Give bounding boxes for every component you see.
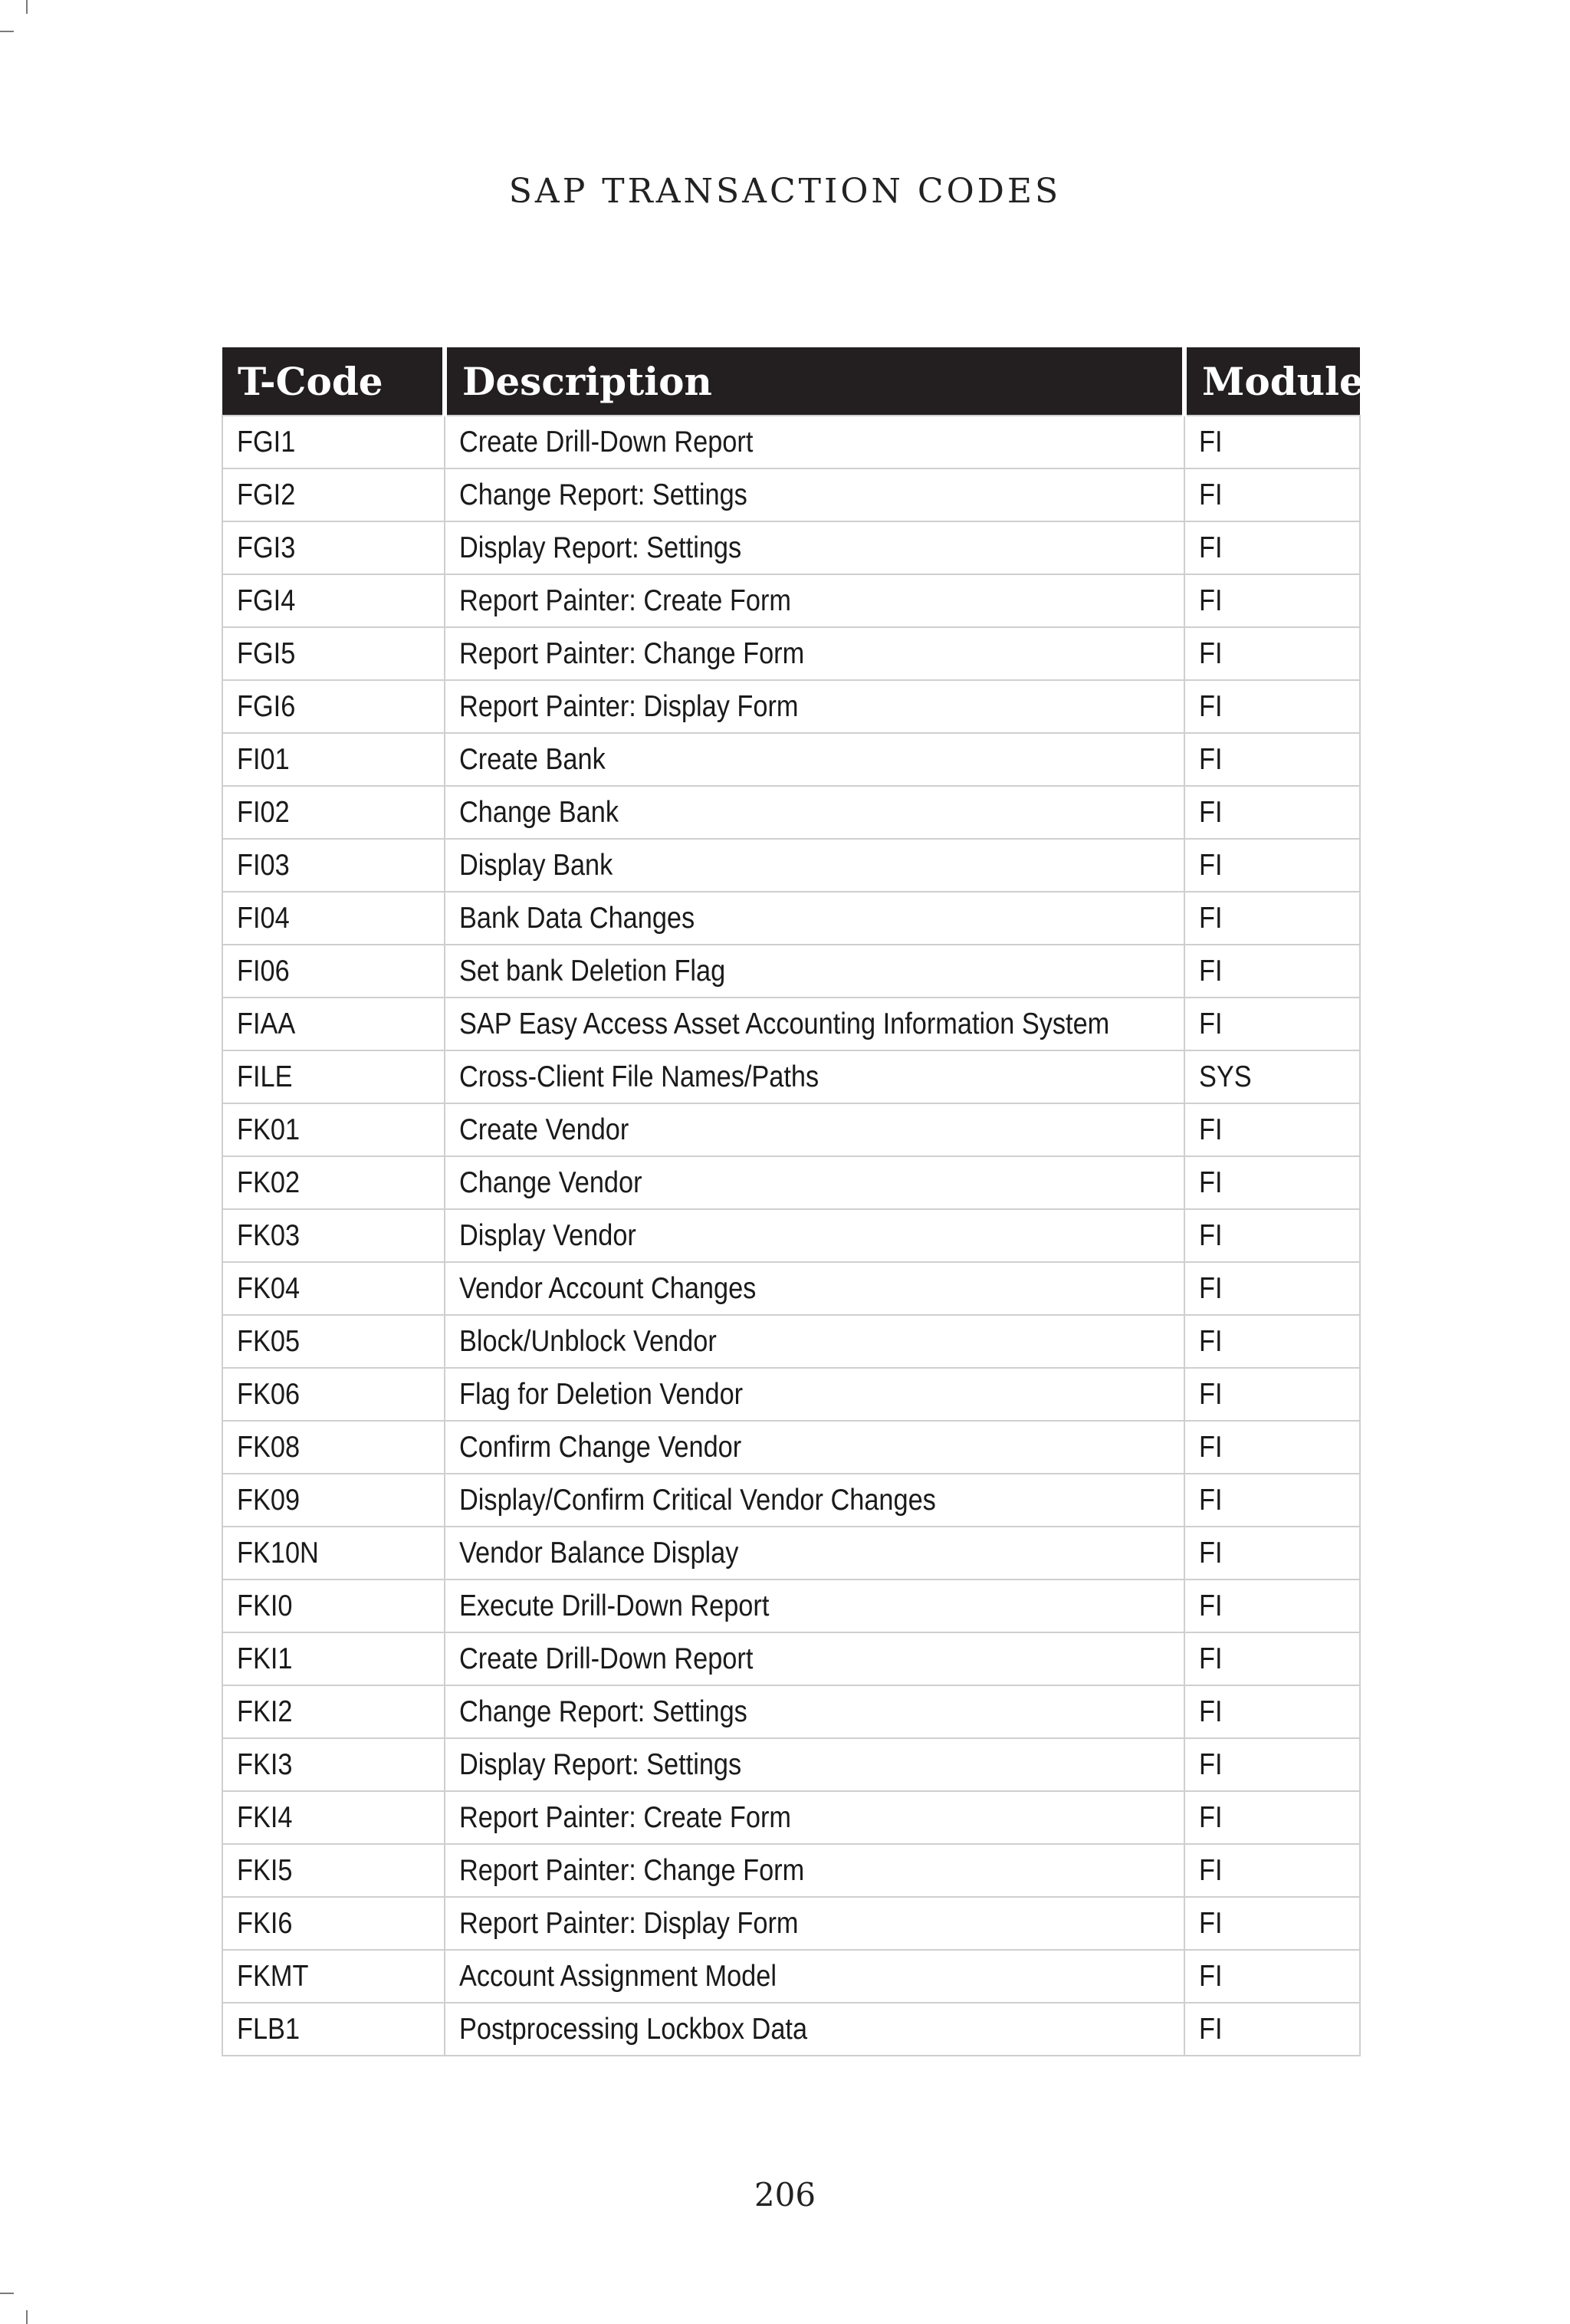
cell-description-text: Execute Drill-Down Report: [459, 1589, 770, 1622]
cell-module: [1184, 627, 1360, 680]
table-row: [222, 680, 1360, 733]
cell-description: [445, 1791, 1184, 1844]
cell-description-text: Change Report: Settings: [459, 478, 747, 511]
column-header-module: Module: [1184, 347, 1360, 416]
cell-module-text: FI: [1199, 1218, 1223, 1252]
cell-description-text: Report Painter: Change Form: [459, 636, 805, 670]
cell-module: [1184, 1262, 1360, 1315]
cell-tcode: [222, 892, 445, 945]
cell-tcode: [222, 1315, 445, 1368]
table-row: [222, 1050, 1360, 1103]
cell-tcode: [222, 1579, 445, 1632]
table-header-row: [222, 347, 1360, 416]
table-row: [222, 1897, 1360, 1950]
cell-tcode-text: FKI5: [237, 1853, 293, 1887]
crop-mark-bottom-left: [26, 2310, 28, 2324]
crop-mark-top-left-h: [0, 31, 14, 32]
cell-module: [1184, 1844, 1360, 1897]
cell-module: [1184, 1738, 1360, 1791]
cell-tcode: [222, 1738, 445, 1791]
cell-module-text: SYS: [1199, 1060, 1252, 1093]
cell-module: [1184, 1315, 1360, 1368]
cell-description-text: Display Report: Settings: [459, 1747, 742, 1781]
table-row: [222, 1791, 1360, 1844]
cell-description: [445, 521, 1184, 574]
cell-description-text: SAP Easy Access Asset Accounting Information System: [459, 1007, 1110, 1040]
cell-description: [445, 733, 1184, 786]
cell-description: [445, 1421, 1184, 1474]
table-row: [222, 1315, 1360, 1368]
column-header-tcode: T-Code: [222, 347, 445, 416]
cell-module: [1184, 1579, 1360, 1632]
cell-tcode-text: FKI2: [237, 1695, 293, 1728]
cell-tcode: [222, 786, 445, 839]
cell-description: [445, 1950, 1184, 2003]
cell-module-text: FI: [1199, 1165, 1223, 1199]
table-row: [222, 1950, 1360, 2003]
cell-tcode-text: FK03: [237, 1218, 301, 1252]
table-row: [222, 892, 1360, 945]
cell-tcode-text: FLB1: [237, 2012, 301, 2046]
cell-module-text: FI: [1199, 1747, 1223, 1781]
table-row: [222, 1844, 1360, 1897]
cell-tcode-text: FK09: [237, 1483, 301, 1517]
cell-description: [445, 1209, 1184, 1262]
cell-tcode: [222, 1262, 445, 1315]
cell-description-text: Account Assignment Model: [459, 1959, 777, 1993]
cell-description-text: Report Painter: Create Form: [459, 1800, 791, 1834]
cell-module: [1184, 2003, 1360, 2056]
cell-tcode-text: FI04: [237, 901, 290, 935]
cell-tcode-text: FKI3: [237, 1747, 293, 1781]
cell-module-text: FI: [1199, 1906, 1223, 1940]
cell-description: [445, 1685, 1184, 1738]
cell-description: [445, 786, 1184, 839]
cell-description-text: Create Bank: [459, 742, 606, 776]
cell-description: [445, 1050, 1184, 1103]
table-row: [222, 733, 1360, 786]
cell-module-text: FI: [1199, 848, 1223, 882]
cell-module: [1184, 1950, 1360, 2003]
cell-description-text: Bank Data Changes: [459, 901, 695, 935]
table-body: [222, 416, 1360, 2056]
cell-module: [1184, 468, 1360, 521]
cell-description: [445, 1474, 1184, 1527]
cell-module: [1184, 1791, 1360, 1844]
cell-tcode-text: FK08: [237, 1430, 301, 1464]
cell-module: [1184, 1421, 1360, 1474]
cell-module: [1184, 574, 1360, 627]
table-row: [222, 1262, 1360, 1315]
cell-tcode: [222, 839, 445, 892]
cell-module: [1184, 1209, 1360, 1262]
cell-description: [445, 1156, 1184, 1209]
cell-description: [445, 945, 1184, 998]
table-row: [222, 574, 1360, 627]
cell-module: [1184, 1527, 1360, 1579]
table-row: [222, 1474, 1360, 1527]
cell-module: [1184, 1156, 1360, 1209]
cell-tcode: [222, 1844, 445, 1897]
cell-tcode-text: FK02: [237, 1165, 301, 1199]
cell-module-text: FI: [1199, 425, 1223, 459]
cell-description: [445, 1527, 1184, 1579]
cell-description-text: Create Drill-Down Report: [459, 425, 754, 459]
cell-description: [445, 1262, 1184, 1315]
page-number: 206: [754, 2176, 816, 2214]
cell-tcode-text: FK05: [237, 1324, 301, 1358]
cell-description: [445, 680, 1184, 733]
cell-description: [445, 1103, 1184, 1156]
cell-module-text: FI: [1199, 1113, 1223, 1146]
cell-module-text: FI: [1199, 1430, 1223, 1464]
cell-description: [445, 416, 1184, 468]
cell-tcode-text: FGI1: [237, 425, 296, 459]
cell-description-text: Change Bank: [459, 795, 619, 829]
cell-tcode-text: FI02: [237, 795, 290, 829]
transaction-codes-table: [222, 347, 1364, 2056]
cell-tcode: [222, 416, 445, 468]
cell-tcode: [222, 1368, 445, 1421]
cell-module-text: FI: [1199, 1853, 1223, 1887]
cell-module-text: FI: [1199, 1800, 1223, 1834]
cell-module-text: FI: [1199, 1959, 1223, 1993]
table-row: [222, 1368, 1360, 1421]
cell-module-text: FI: [1199, 1589, 1223, 1622]
cell-description: [445, 1368, 1184, 1421]
cell-module-text: FI: [1199, 1007, 1223, 1040]
cell-tcode-text: FI03: [237, 848, 290, 882]
cell-module: [1184, 1685, 1360, 1738]
cell-tcode: [222, 1897, 445, 1950]
cell-description-text: Confirm Change Vendor: [459, 1430, 742, 1464]
cell-module-text: FI: [1199, 795, 1223, 829]
cell-description: [445, 1738, 1184, 1791]
cell-description: [445, 1579, 1184, 1632]
cell-tcode: [222, 945, 445, 998]
cell-tcode: [222, 1632, 445, 1685]
table-row: [222, 1156, 1360, 1209]
cell-tcode: [222, 1791, 445, 1844]
cell-description-text: Report Painter: Change Form: [459, 1853, 805, 1887]
table-row: [222, 627, 1360, 680]
cell-description-text: Display Report: Settings: [459, 531, 742, 564]
cell-description-text: Create Drill-Down Report: [459, 1642, 754, 1675]
cell-description-text: Cross-Client File Names/Paths: [459, 1060, 819, 1093]
table-row: [222, 521, 1360, 574]
cell-description: [445, 1844, 1184, 1897]
table-row: [222, 2003, 1360, 2056]
cell-description-text: Display Vendor: [459, 1218, 636, 1252]
cell-tcode: [222, 1950, 445, 2003]
cell-module-text: FI: [1199, 478, 1223, 511]
cell-description-text: Report Painter: Display Form: [459, 689, 799, 723]
cell-tcode-text: FK10N: [237, 1536, 319, 1570]
cell-module: [1184, 1050, 1360, 1103]
cell-description-text: Report Painter: Display Form: [459, 1906, 799, 1940]
cell-module: [1184, 892, 1360, 945]
cell-tcode-text: FKI6: [237, 1906, 293, 1940]
table-row: [222, 1527, 1360, 1579]
cell-module: [1184, 521, 1360, 574]
cell-module-text: FI: [1199, 636, 1223, 670]
cell-module: [1184, 945, 1360, 998]
cell-module-text: FI: [1199, 954, 1223, 988]
cell-description-text: Report Painter: Create Form: [459, 583, 791, 617]
cell-module-text: FI: [1199, 1377, 1223, 1411]
cell-module-text: FI: [1199, 1536, 1223, 1570]
cell-tcode: [222, 680, 445, 733]
cell-module: [1184, 733, 1360, 786]
cell-module: [1184, 1368, 1360, 1421]
cell-tcode-text: FK01: [237, 1113, 301, 1146]
cell-module: [1184, 1103, 1360, 1156]
cell-description: [445, 574, 1184, 627]
cell-module-text: FI: [1199, 1271, 1223, 1305]
cell-description-text: Change Report: Settings: [459, 1695, 747, 1728]
table-row: [222, 1209, 1360, 1262]
cell-module: [1184, 998, 1360, 1050]
cell-tcode-text: FKMT: [237, 1959, 309, 1993]
table-row: [222, 468, 1360, 521]
cell-tcode-text: FGI5: [237, 636, 296, 670]
table-row: [222, 786, 1360, 839]
cell-description: [445, 1897, 1184, 1950]
cell-description: [445, 892, 1184, 945]
cell-module-text: FI: [1199, 1483, 1223, 1517]
cell-description: [445, 839, 1184, 892]
cell-tcode: [222, 2003, 445, 2056]
cell-description-text: Postprocessing Lockbox Data: [459, 2012, 808, 2046]
cell-tcode-text: FKI0: [237, 1589, 293, 1622]
table-row: [222, 998, 1360, 1050]
cell-tcode-text: FK06: [237, 1377, 301, 1411]
cell-module: [1184, 1474, 1360, 1527]
cell-tcode: [222, 1421, 445, 1474]
cell-description: [445, 998, 1184, 1050]
cell-tcode-text: FIAA: [237, 1007, 296, 1040]
table-row: [222, 1632, 1360, 1685]
table-row: [222, 839, 1360, 892]
cell-description-text: Change Vendor: [459, 1165, 642, 1199]
cell-module-text: FI: [1199, 742, 1223, 776]
cell-description: [445, 2003, 1184, 2056]
cell-tcode-text: FI01: [237, 742, 290, 776]
cell-module: [1184, 680, 1360, 733]
cell-description-text: Set bank Deletion Flag: [459, 954, 726, 988]
cell-description-text: Vendor Account Changes: [459, 1271, 757, 1305]
table-row: [222, 945, 1360, 998]
cell-tcode-text: FGI2: [237, 478, 296, 511]
cell-tcode: [222, 521, 445, 574]
cell-module: [1184, 786, 1360, 839]
cell-tcode-text: FK04: [237, 1271, 301, 1305]
cell-tcode-text: FI06: [237, 954, 290, 988]
cell-module: [1184, 1632, 1360, 1685]
cell-tcode-text: FGI6: [237, 689, 296, 723]
cell-tcode: [222, 733, 445, 786]
running-head: SAP TRANSACTION CODES: [508, 172, 1062, 211]
cell-module: [1184, 1897, 1360, 1950]
crop-mark-top-left: [26, 0, 28, 14]
cell-tcode: [222, 1050, 445, 1103]
crop-mark-bottom-left-h: [0, 2293, 14, 2294]
cell-module-text: FI: [1199, 1695, 1223, 1728]
cell-tcode: [222, 1685, 445, 1738]
cell-tcode: [222, 627, 445, 680]
table-row: [222, 1579, 1360, 1632]
cell-module-text: FI: [1199, 689, 1223, 723]
cell-module-text: FI: [1199, 2012, 1223, 2046]
cell-tcode-text: FILE: [237, 1060, 293, 1093]
cell-tcode: [222, 1527, 445, 1579]
cell-description-text: Create Vendor: [459, 1113, 629, 1146]
cell-description-text: Flag for Deletion Vendor: [459, 1377, 744, 1411]
table-row: [222, 1685, 1360, 1738]
cell-description-text: Vendor Balance Display: [459, 1536, 739, 1570]
cell-tcode: [222, 998, 445, 1050]
cell-module-text: FI: [1199, 531, 1223, 564]
cell-module-text: FI: [1199, 1324, 1223, 1358]
cell-description-text: Block/Unblock Vendor: [459, 1324, 717, 1358]
cell-module-text: FI: [1199, 583, 1223, 617]
table-row: [222, 1421, 1360, 1474]
cell-module: [1184, 416, 1360, 468]
cell-description-text: Display Bank: [459, 848, 613, 882]
cell-description: [445, 1315, 1184, 1368]
cell-tcode: [222, 1474, 445, 1527]
cell-module: [1184, 839, 1360, 892]
column-header-description: Description: [445, 347, 1184, 416]
cell-tcode-text: FGI4: [237, 583, 296, 617]
cell-module-text: FI: [1199, 901, 1223, 935]
table-row: [222, 1103, 1360, 1156]
cell-tcode-text: FGI3: [237, 531, 296, 564]
cell-tcode: [222, 1209, 445, 1262]
cell-tcode: [222, 574, 445, 627]
table-row: [222, 416, 1360, 468]
cell-description: [445, 627, 1184, 680]
cell-tcode-text: FKI4: [237, 1800, 293, 1834]
cell-module-text: FI: [1199, 1642, 1223, 1675]
cell-tcode: [222, 1103, 445, 1156]
cell-description: [445, 468, 1184, 521]
cell-tcode-text: FKI1: [237, 1642, 293, 1675]
cell-description-text: Display/Confirm Critical Vendor Changes: [459, 1483, 936, 1517]
table-row: [222, 1738, 1360, 1791]
cell-description: [445, 1632, 1184, 1685]
cell-tcode: [222, 468, 445, 521]
cell-tcode: [222, 1156, 445, 1209]
